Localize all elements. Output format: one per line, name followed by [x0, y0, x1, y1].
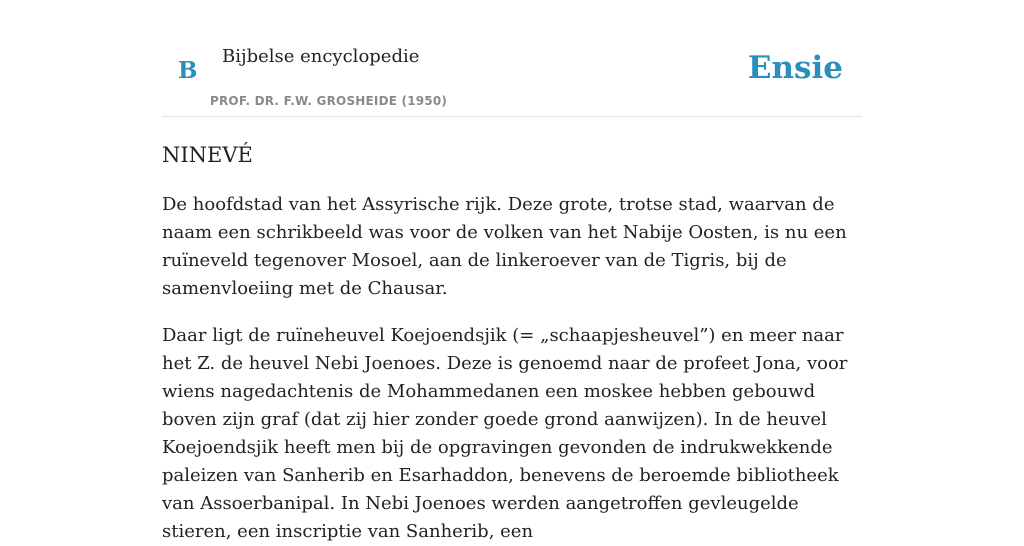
- page-header: [162, 0, 862, 117]
- entry-title: NINEVÉ: [162, 143, 253, 167]
- book-logo[interactable]: B: [178, 57, 198, 84]
- author-subtitle: PROF. DR. F.W. GROSHEIDE (1950): [210, 94, 448, 108]
- article-paragraph-2: Daar ligt de ruïneheuvel Koejoendsjik (= „schaapjesheuvel”) en meer naar het Z. de heuvel Nebi Joenoes. Deze is genoemd naar de profeet Jona, voor wiens nagedachtenis de Mohammedanen een moskee hebben gebouwd boven zijn graf (dat zij hier zonder goede grond aanwijzen). In de heuvel Koejoendsjik heeft men bij de opgravingen gevonden de indrukwekkende paleizen van Sanherib en Esarhaddon, benevens de beroemde bibliotheek van Assoerbanipal. In Nebi Joenoes werden aangetroffen gevleugelde stieren, een inscriptie van Sanherib, een: [162, 325, 848, 542]
- article-paragraph-1: De hoofdstad van het Assyrische rijk. Deze grote, trotse stad, waarvan de naam een schrikbeeld was voor de volken van het Nabije Oosten, is nu een ruïneveld tegenover Mosoel, aan de linkeroever van de Tigris, bij de samenvloeiing met de Chausar.: [162, 194, 847, 299]
- article-body: [162, 140, 862, 546]
- brand-logo-link[interactable]: Ensie: [747, 50, 843, 86]
- book-title-link[interactable]: Bijbelse encyclopedie: [222, 46, 420, 67]
